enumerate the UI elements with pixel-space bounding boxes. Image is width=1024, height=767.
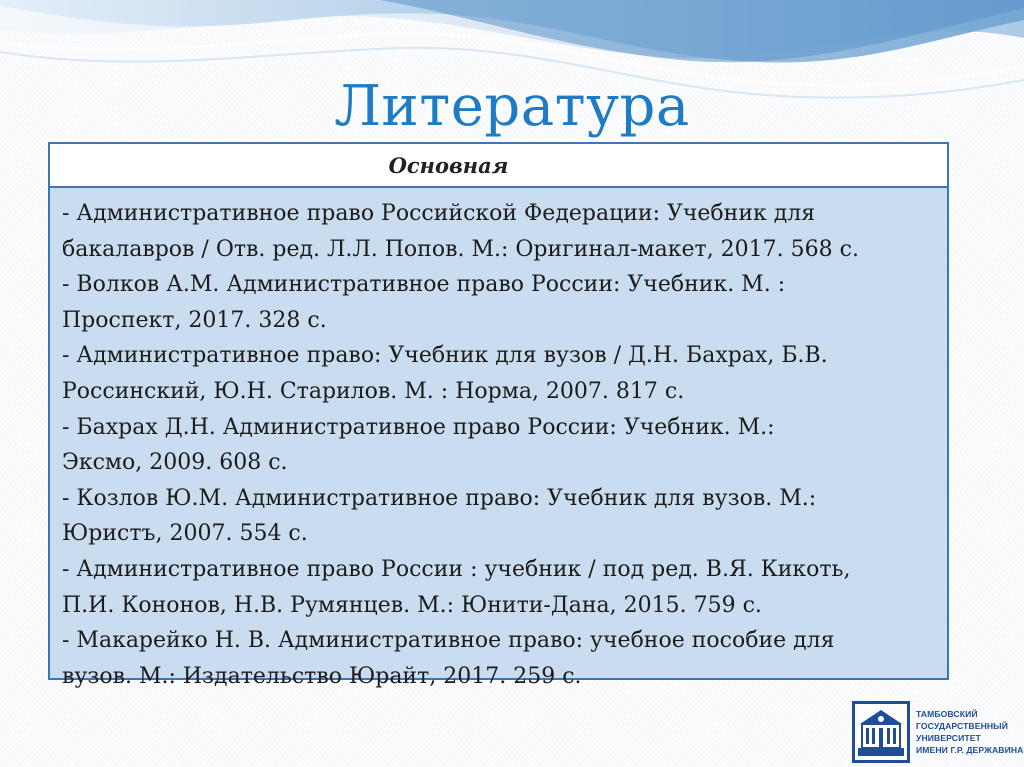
university-name-line: ИМЕНИ Г.Р. ДЕРЖАВИНА xyxy=(916,745,1024,755)
reference-line: П.И. Кононов, Н.В. Румянцев. М.: Юнити-Дана, 2015. 759 с. xyxy=(62,592,762,618)
university-name-line: ТАМБОВСКИЙ xyxy=(916,709,978,719)
reference-line: Юристъ, 2007. 554 с. xyxy=(62,521,308,547)
university-name xyxy=(916,708,1023,756)
reference-line: - Административное право: Учебник для вузов / Д.Н. Бахрах, Б.В. xyxy=(62,343,828,369)
reference-line: Эксмо, 2009. 608 с. xyxy=(62,450,288,476)
reference-line: бакалавров / Отв. ред. Л.Л. Попов. М.: Оригинал-макет, 2017. 568 с. xyxy=(62,236,859,262)
university-logo xyxy=(852,697,1024,767)
reference-line: - Козлов Ю.М. Административное право: Учебник для вузов. М.: xyxy=(62,485,817,511)
reference-line: - Макарейко Н. В. Административное право: учебное пособие для xyxy=(62,628,835,654)
literature-table xyxy=(48,142,949,689)
section-heading xyxy=(50,144,947,188)
reference-line: - Бахрах Д.Н. Административное право России: Учебник. М.: xyxy=(62,414,775,440)
page-title: Литература xyxy=(334,74,690,139)
reference-line: - Административное право России : учебник / под ред. В.Я. Кикоть, xyxy=(62,556,851,582)
reference-line: вузов. М.: Издательство Юрайт, 2017. 259 с. xyxy=(62,663,582,689)
reference-line: - Административное право Российской Федерации: Учебник для xyxy=(62,201,816,226)
university-name-line: УНИВЕРСИТЕТ xyxy=(916,733,981,743)
reference-line: Проспект, 2017. 328 с. xyxy=(62,307,327,333)
reference-line: - Волков А.М. Административное право России: Учебник. М. : xyxy=(62,272,786,298)
reference-line: Россинский, Ю.Н. Старилов. М. : Норма, 2007. 817 с. xyxy=(62,378,685,404)
reference-list xyxy=(50,188,947,694)
university-name-line: ГОСУДАРСТВЕННЫЙ xyxy=(916,721,1008,731)
section-heading-text: Основная xyxy=(388,152,509,178)
university-building-icon xyxy=(852,701,910,763)
